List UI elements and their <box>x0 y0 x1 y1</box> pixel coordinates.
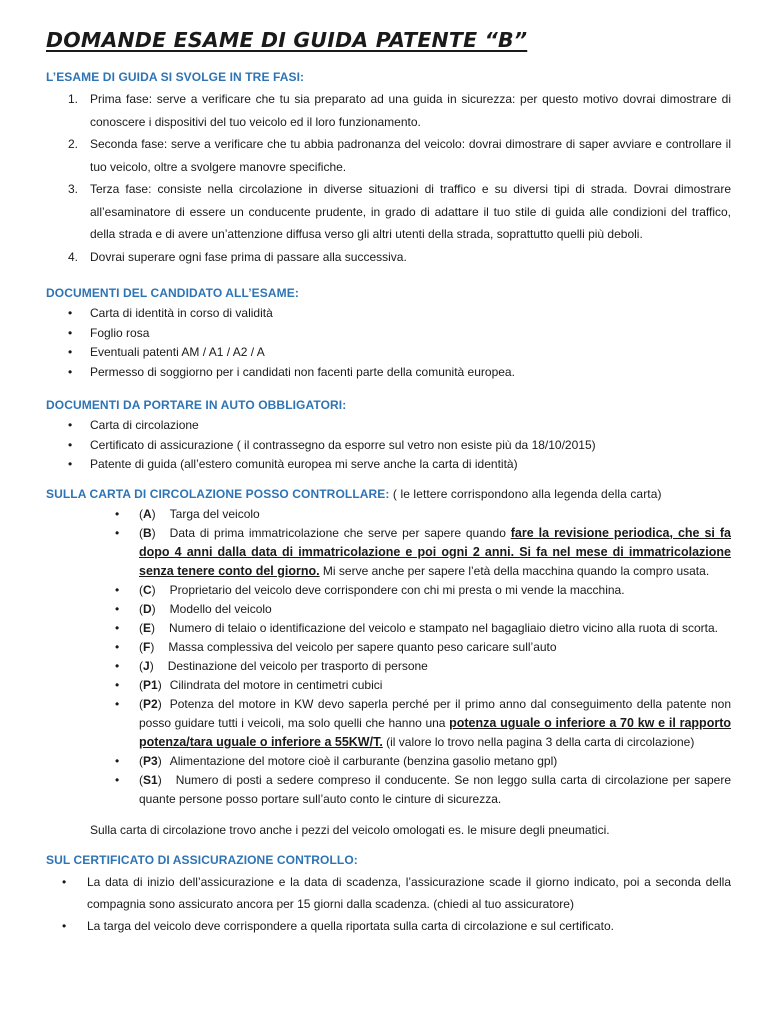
item-number: 3. <box>68 182 79 196</box>
legend-list <box>46 505 731 809</box>
list-item <box>46 88 731 133</box>
section-carta <box>46 487 731 837</box>
legend-text: Cilindrata del motore in centimetri cubici <box>169 677 383 692</box>
legend-item-p2: • (P2) Potenza del motore in KW devo saperla perché per il primo anno dal conseguimento della patente non posso guidare tutti i veicoli, ma solo quelli che hanno una potenza uguale o inferiore a 70 kw e il rapporto potenza/tara uguale o inferiore a 55KW/T. (il valore lo trovo nella pagina 3 della carta di circolazione) <box>46 695 731 752</box>
section-heading <box>46 487 731 501</box>
legend-text: Alimentazione del motore cioè il carburante (benzina gasolio metano gpl) <box>169 753 558 768</box>
legend-code: A <box>143 506 152 521</box>
legend-item-b: • (B) Data di prima immatricolazione che serve per sapere quando fare la revisione periodica, che si fa dopo 4 anni dalla data di immatricolazione e poi ogni 2 anni. Si fa nel mese di immatricolazione senza tenere conto del giorno. Mi serve anche per sapere l’età della macchina quando la compro usata. <box>46 524 731 581</box>
carta-note: Sulla carta di circolazione trovo anche i pezzi del veicolo omologati es. le misure degli pneumatici. <box>90 822 610 837</box>
legend-code: C <box>143 582 152 597</box>
legend-code: S1 <box>143 772 158 787</box>
legend-text: Numero di telaio o identificazione del veicolo e stampato nel bagagliaio dietro vicino alla ruota di scorta. <box>169 620 718 635</box>
legend-code: P1 <box>143 677 158 692</box>
bullet-list <box>46 871 731 937</box>
legend-text: Proprietario del veicolo deve corrispondere con chi mi presta o mi vende la macchina. <box>169 582 625 597</box>
list-item: • La targa del veicolo deve corrispondere a quella riportata sulla carta di circolazione e sul certificato. <box>46 915 731 937</box>
item-number: 1. <box>68 92 79 106</box>
legend-item-p3: • (P3) Alimentazione del motore cioè il carburante (benzina gasolio metano gpl) <box>46 752 731 771</box>
legend-item-c: • (C) Proprietario del veicolo deve corrispondere con chi mi presta o mi vende la macchina. <box>46 581 731 600</box>
list-item <box>46 178 731 246</box>
legend-code: F <box>143 639 151 654</box>
heading-note: ( le lettere corrispondono alla legenda della carta) <box>389 486 662 501</box>
item-text: Terza fase: consiste nella circolazione in diverse situazioni di traffico e su diversi tipi di strada. Dovrai dimostrare all’esaminatore di essere un conducente prudente, in grado di adattare il tuo stile di guida alle condizioni del traffico, della strada e di avere un’attenzione diffusa verso gli altri utenti della strada, soprattutto quelli più deboli. <box>90 182 731 241</box>
legend-emphasis: potenza uguale o inferiore a 70 kw e il rapporto potenza/tara uguale o inferiore a 55KW/T. <box>139 715 731 749</box>
item-text: Dovrai superare ogni fase prima di passare alla successiva. <box>90 249 407 264</box>
list-item <box>46 246 731 269</box>
legend-item-f: • (F) Massa complessiva del veicolo per sapere quanto peso caricare sull’auto <box>46 638 731 657</box>
legend-text: Numero di posti a sedere compreso il conducente. Se non leggo sulla carta di circolazione per sapere quante persone posso portare sull’auto conto le cinture di sicurezza. <box>139 772 731 806</box>
legend-text-post: (il valore lo trovo nella pagina 3 della carta di circolazione) <box>382 734 695 749</box>
list-item: • Eventuali patenti AM / A1 / A2 / A <box>46 343 731 363</box>
section-heading: DOCUMENTI DEL CANDIDATO ALL’ESAME: <box>46 286 299 300</box>
document-title: DOMANDE ESAME DI GUIDA PATENTE “B” <box>46 28 528 52</box>
item-text: Seconda fase: serve a verificare che tu abbia padronanza del veicolo: dovrai dimostrare di saper avviare e controllare il tuo veicolo, oltre a svolgere manovre specifiche. <box>90 137 731 174</box>
bullet-list <box>46 304 731 382</box>
section-fasi <box>46 70 731 268</box>
section-heading: SUL CERTIFICATO DI ASSICURAZIONE CONTROLLO: <box>46 852 358 867</box>
legend-code: D <box>143 601 152 616</box>
legend-text: Data di prima immatricolazione che serve per sapere quando <box>169 525 511 540</box>
legend-code: B <box>143 525 152 540</box>
heading-text: SULLA CARTA DI CIRCOLAZIONE POSSO CONTROLLARE: <box>46 486 390 501</box>
section-documenti <box>46 286 731 382</box>
legend-item-a: • (A) Targa del veicolo <box>46 505 731 524</box>
legend-emphasis: fare la revisione periodica, che si fa dopo 4 anni dalla data di immatricolazione e poi ogni 2 anni. Si fa nel mese di immatricolazione senza tenere conto del giorno. <box>139 525 731 578</box>
section-heading: L’ESAME DI GUIDA SI SVOLGE IN TRE FASI: <box>46 70 305 84</box>
item-number: 2. <box>68 137 79 151</box>
legend-code: J <box>143 658 150 673</box>
list-item: • Foglio rosa <box>46 324 731 344</box>
list-item: • Certificato di assicurazione ( il contrassegno da esporre sul vetro non esiste più da 18/10/2015) <box>46 436 731 456</box>
legend-code: E <box>143 620 152 635</box>
legend-code: P3 <box>143 753 158 768</box>
legend-item-e: • (E) Numero di telaio o identificazione del veicolo e stampato nel bagagliaio dietro vicino alla ruota di scorta. <box>46 619 731 638</box>
legend-item-j: • (J) Destinazione del veicolo per trasporto di persone <box>46 657 731 676</box>
legend-text: Modello del veicolo <box>169 601 272 616</box>
legend-text: Destinazione del veicolo per trasporto di persone <box>167 658 428 673</box>
item-text: Prima fase: serve a verificare che tu sia preparato ad una guida in sicurezza: per questo motivo dovrai dimostrare di conoscere i dispositivi del tuo veicolo ed il loro funzionamento. <box>90 92 731 129</box>
legend-item-d: • (D) Modello del veicolo <box>46 600 731 619</box>
section-assicurazione <box>46 853 731 937</box>
list-item: • Carta di identità in corso di validità <box>46 304 731 324</box>
legend-item-p1: • (P1) Cilindrata del motore in centimetri cubici <box>46 676 731 695</box>
section-obbligatori <box>46 398 731 475</box>
legend-text: Massa complessiva del veicolo per sapere quanto peso caricare sull’auto <box>168 639 557 654</box>
list-item <box>46 133 731 178</box>
legend-text-post: Mi serve anche per sapere l’età della macchina quando la compro usata. <box>319 563 710 578</box>
list-item: • La data di inizio dell’assicurazione e la data di scadenza, l’assicurazione scade il giorno indicato, poi a seconda della compagnia sono assicurato ancora per 15 giorni dalla scadenza. (chiedi al tuo assicuratore) <box>46 871 731 915</box>
list-item: • Carta di circolazione <box>46 416 731 436</box>
section-heading: DOCUMENTI DA PORTARE IN AUTO OBBLIGATORI: <box>46 398 347 412</box>
legend-text: Targa del veicolo <box>169 506 260 521</box>
bullet-list <box>46 416 731 475</box>
item-number: 4. <box>68 249 79 264</box>
list-item: • Patente di guida (all’estero comunità europea mi serve anche la carta di identità) <box>46 455 731 475</box>
legend-code: P2 <box>143 696 158 711</box>
legend-text: Potenza del motore in KW devo saperla perché per il primo anno dal conseguimento della patente non posso guidare tutti i veicoli, ma solo quelli che hanno una <box>139 696 731 730</box>
legend-item-s1: • (S1) Numero di posti a sedere compreso il conducente. Se non leggo sulla carta di circolazione per sapere quante persone posso portare sull’auto conto le cinture di sicurezza. <box>46 771 731 809</box>
list-item: • Permesso di soggiorno per i candidati non facenti parte della comunità europea. <box>46 363 731 383</box>
numbered-list <box>46 88 731 268</box>
